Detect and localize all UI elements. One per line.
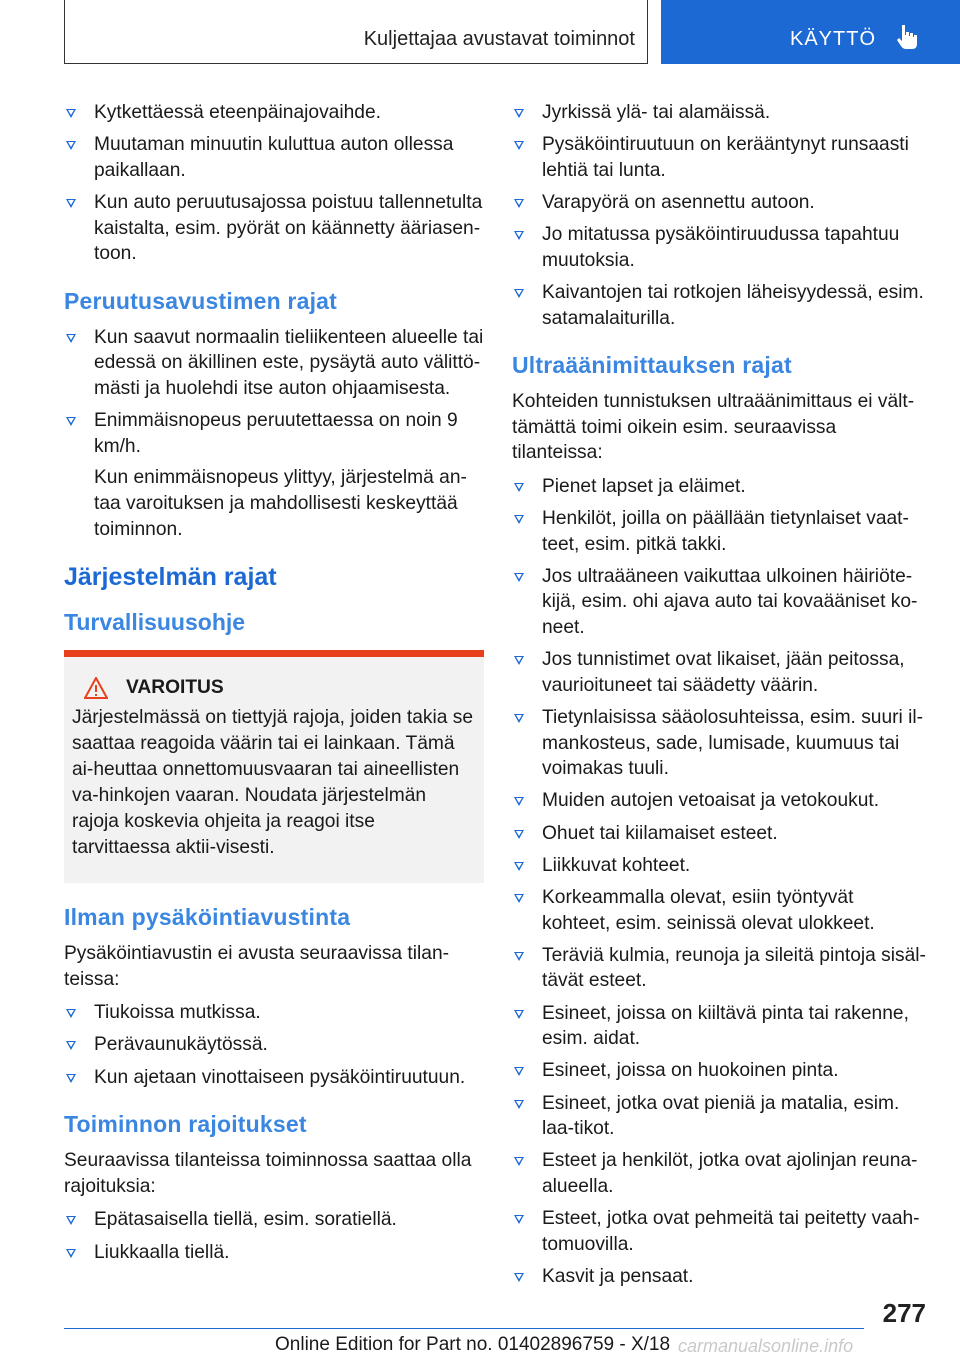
list-item: Enimmäisnopeus peruutettaessa on noin 9 km/h. Kun enimmäisnopeus ylittyy, järjestelmä an-taa varoituksen ja mahdollisesti keskeyttää toiminnon. <box>64 408 484 542</box>
list-item: Kytkettäessä eteenpäinajovaihde. <box>64 100 484 126</box>
list-item: Jos ultraääneen vaikuttaa ulkoinen häiriöte-kijä, esim. ohi ajava auto tai kovaääniset ko-neet. <box>512 564 926 641</box>
list-item: Jos tunnistimet ovat likaiset, jään peitossa, vaurioituneet tai säädetty väärin. <box>512 647 926 698</box>
warning-box <box>64 650 484 883</box>
bullet-triangle-icon <box>514 830 524 839</box>
bullet-triangle-icon <box>66 109 76 118</box>
section-label: KÄYTTÖ <box>790 28 877 50</box>
ultrasound-intro: Kohteiden tunnistuksen ultraäänimittaus ei vält-tämättä toimi oikein esim. seuraavissa tilanteissa: <box>512 391 915 464</box>
watermark: carmanualsonline.info <box>678 1336 854 1356</box>
warning-header <box>72 677 476 699</box>
list-item: Epätasaisella tiellä, esim. soratiellä. <box>64 1207 484 1233</box>
list-item: Ohuet tai kiilamaiset esteet. <box>512 821 926 847</box>
list-item: Liukkaalla tiellä. <box>64 1240 484 1266</box>
list-item: Kasvit ja pensaat. <box>512 1264 926 1290</box>
bullet-triangle-icon <box>66 417 76 426</box>
list-item: Tiukoissa mutkissa. <box>64 1000 484 1026</box>
ultrasound-limits-heading: Ultraäänimittauksen rajat <box>512 352 792 379</box>
list-item: Kun saavut normaalin tieliikenteen alueelle tai edessä on äkillinen este, pysäytä auto välittö-mästi ja huolehdi itse auton ohjaamisesta. <box>64 325 484 402</box>
page-number: 277 <box>882 1298 926 1328</box>
bullet-triangle-icon <box>514 1157 524 1166</box>
list-item: Perävaunukäytössä. <box>64 1032 484 1058</box>
bullet-triangle-icon <box>66 141 76 150</box>
bullet-triangle-icon <box>514 862 524 871</box>
list-item: Jyrkissä ylä- tai alamäissä. <box>512 100 926 126</box>
bullet-triangle-icon <box>514 483 524 492</box>
edition-text: Online Edition for Part no. 01402896759 - X/18 <box>275 1334 671 1355</box>
bullet-triangle-icon <box>514 894 524 903</box>
list-item: Esteet, jotka ovat pehmeitä tai peitetty vaah-tomuovilla. <box>512 1206 926 1257</box>
chapter-title: Kuljettajaa avustavat toiminnot <box>363 28 635 50</box>
bullet-triangle-icon <box>66 1249 76 1258</box>
list-item: Kun auto peruutusajossa poistuu tallennetulta kaistalta, esim. pyörät on käännetty ääriasen-toon. <box>64 190 484 267</box>
page-header <box>0 0 960 66</box>
hand-pointer-icon <box>893 22 923 52</box>
bullet-triangle-icon <box>514 797 524 806</box>
system-limits-heading: Järjestelmän rajat <box>64 563 277 592</box>
list-item: Liikkuvat kohteet. <box>512 853 926 879</box>
list-item: Muutaman minuutin kuluttua auton ollessa paikallaan. <box>64 132 484 183</box>
warning-text: Järjestelmässä on tiettyjä rajoja, joiden takia se saattaa reagoida väärin tai ei lainkaan. Tämä ai-heuttaa onnettomuusvaaran tai aineellisten va-hinkojen vaaran. Noudata järjestelmän rajoja koskevia ohjeita ja reagoi itse tarvittaessa aktii-visesti. <box>72 707 474 859</box>
list-item: Pienet lapset ja eläimet. <box>512 474 926 500</box>
reverse-limits-heading: Peruutusavustimen rajat <box>64 287 338 314</box>
bullet-triangle-icon <box>514 199 524 208</box>
bullet-triangle-icon <box>514 714 524 723</box>
list-item: Varapyörä on asennettu autoon. <box>512 190 926 216</box>
warning-triangle-icon <box>84 677 108 699</box>
without-assistant-intro: Pysäköintiavustin ei avusta seuraavissa tilan-teissa: <box>64 943 450 990</box>
warning-title: VAROITUS <box>126 677 224 699</box>
bullet-triangle-icon <box>514 141 524 150</box>
list-item: Teräviä kulmia, reunoja ja sileitä pintoja sisäl-tävät esteet. <box>512 943 926 994</box>
list-item: Esineet, jotka ovat pieniä ja matalia, esim. laa-tikot. <box>512 1091 926 1142</box>
list-item: Esteet ja henkilöt, jotka ovat ajolinjan reuna-alueella. <box>512 1148 926 1199</box>
list-item: Pysäköintiruutuun on kerääntynyt runsaasti lehtiä tai lunta. <box>512 132 926 183</box>
list-item: Esineet, joissa on huokoinen pinta. <box>512 1058 926 1084</box>
bullet-triangle-icon <box>514 952 524 961</box>
safety-heading: Turvallisuusohje <box>64 609 246 636</box>
bullet-triangle-icon <box>514 231 524 240</box>
bullet-triangle-icon <box>66 334 76 343</box>
footer-divider <box>64 1328 864 1329</box>
bullet-triangle-icon <box>514 515 524 524</box>
bullet-triangle-icon <box>66 1216 76 1225</box>
list-item: Kun ajetaan vinottaiseen pysäköintiruutuun. <box>64 1065 484 1091</box>
bullet-triangle-icon <box>514 1010 524 1019</box>
bullet-triangle-icon <box>514 109 524 118</box>
bullet-triangle-icon <box>66 199 76 208</box>
list-item: Muiden autojen vetoaisat ja vetokoukut. <box>512 788 926 814</box>
without-assistant-heading: Ilman pysäköintiavustinta <box>64 904 351 931</box>
list-item: Kaivantojen tai rotkojen läheisyydessä, esim. satamalaiturilla. <box>512 280 926 331</box>
list-item: Esineet, joissa on kiiltävä pinta tai rakenne, esim. aidat. <box>512 1001 926 1052</box>
section-tab <box>661 0 960 64</box>
bullet-triangle-icon <box>514 573 524 582</box>
bullet-triangle-icon <box>66 1041 76 1050</box>
left-column <box>64 100 484 1272</box>
bullet-triangle-icon <box>514 1100 524 1109</box>
bullet-triangle-icon <box>514 289 524 298</box>
bullet-triangle-icon <box>66 1074 76 1083</box>
chapter-box <box>64 0 648 64</box>
list-item: Henkilöt, joilla on päällään tietynlaiset vaat-teet, esim. pitkä takki. <box>512 506 926 557</box>
function-limits-heading: Toiminnon rajoitukset <box>64 1111 307 1138</box>
bullet-triangle-icon <box>514 1273 524 1282</box>
bullet-triangle-icon <box>514 1067 524 1076</box>
bullet-triangle-icon <box>514 1215 524 1224</box>
function-limits-intro: Seuraavissa tilanteissa toiminnossa saattaa olla rajoituksia: <box>64 1150 472 1197</box>
bullet-triangle-icon <box>66 1009 76 1018</box>
list-item: Jo mitatussa pysäköintiruudussa tapahtuu muutoksia. <box>512 222 926 273</box>
right-column <box>512 100 926 1296</box>
list-item: Korkeammalla olevat, esiin työntyvät kohteet, esim. seinissä olevat ulokkeet. <box>512 885 926 936</box>
bullet-triangle-icon <box>514 656 524 665</box>
list-item: Tietynlaisissa sääolosuhteissa, esim. suuri il-mankosteus, sade, lumisade, kuumuus tai voimakas tuuli. <box>512 705 926 782</box>
